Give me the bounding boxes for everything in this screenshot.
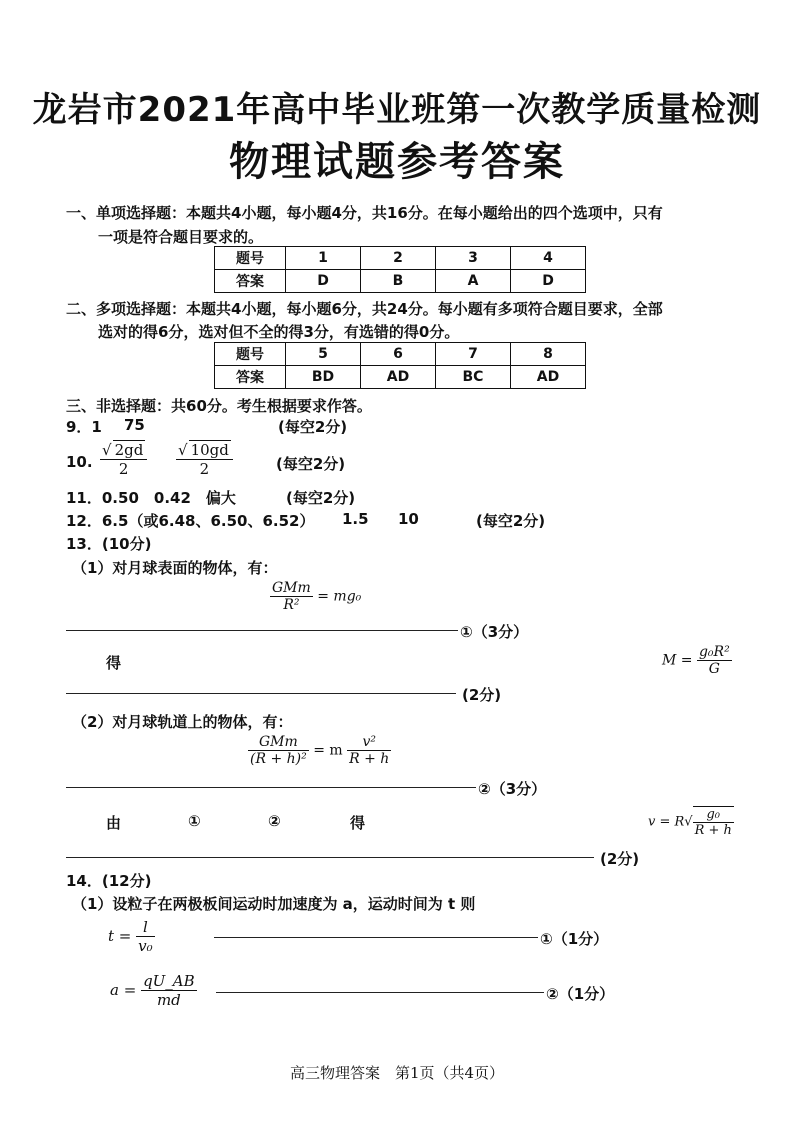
table-cell: 8 <box>511 343 586 366</box>
table-row-label: 答案 <box>215 366 286 389</box>
q13-part1-text: （1）对月球表面的物体，有： <box>72 559 278 577</box>
q13-mass-denominator: G <box>697 660 732 677</box>
q9-answer: 75 <box>124 416 145 434</box>
section2-answer-table <box>214 342 586 389</box>
q13-velocity-numerator: g₀ <box>706 807 721 822</box>
q10-answer-2-denominator: 2 <box>176 459 233 478</box>
table-cell: 6 <box>361 343 436 366</box>
q13-from-label: 由 <box>106 814 122 832</box>
q13-ref-1: ① <box>188 812 201 830</box>
q14-t-numerator: l <box>143 918 148 936</box>
q13-points-2: (2分) <box>600 850 640 868</box>
q14-a-denominator: md <box>141 990 197 1009</box>
dashed-leader <box>66 630 458 631</box>
q14-mark-2: ②（1分） <box>546 985 615 1003</box>
table-cell: D <box>511 270 586 293</box>
q14-mark-1: ①（1分） <box>540 930 609 948</box>
q13-equation-1 <box>270 580 361 613</box>
section3-text: 三、非选择题：共60分。考生根据要求作答。 <box>66 397 372 415</box>
q12-answer-2: 1.5 <box>342 510 369 528</box>
table-header-label: 题号 <box>215 343 286 366</box>
section1-text-line1: 一、单项选择题：本题共4小题，每小题4分，共16分。在每小题给出的四个选项中，只有 <box>66 204 663 222</box>
table-cell: BC <box>436 366 511 389</box>
section2-text-line1: 二、多项选择题：本题共4小题，每小题6分，共24分。每小题有多项符合题目要求，全部 <box>66 300 663 318</box>
q10-answer-1-radicand: 2gd <box>114 441 144 459</box>
q13-mark-2: ②（3分） <box>478 780 547 798</box>
table-cell: BD <box>286 366 361 389</box>
q14-heading: 14．(12分) <box>66 872 152 890</box>
q11-score-note: (每空2分) <box>286 489 356 507</box>
table-cell: D <box>286 270 361 293</box>
q9-number: 9．1 <box>66 418 102 436</box>
table-cell: 7 <box>436 343 511 366</box>
q13-part2-text: （2）对月球轨道上的物体，有： <box>72 713 293 731</box>
section1-answer-table <box>214 246 586 293</box>
q13-mass-result <box>662 644 732 677</box>
q10-number: 10. <box>66 453 93 471</box>
q10-answer-2-radicand: 10gd <box>190 441 229 459</box>
q14-a-numerator: qU_AB <box>143 972 195 990</box>
q14-equation-a <box>110 972 197 1009</box>
q13-eq1-numerator: GMm <box>272 580 311 596</box>
table-cell: 5 <box>286 343 361 366</box>
q12-answer-1: 12．6.5（或6.48、6.50、6.52） <box>66 512 315 530</box>
title-line-1: 龙岩市2021年高中毕业班第一次教学质量检测 <box>32 90 762 130</box>
q13-mass-numerator: g₀R² <box>698 644 730 660</box>
q13-velocity-lhs: v = R <box>648 814 685 830</box>
table-cell: AD <box>361 366 436 389</box>
q10-answer-1-denominator: 2 <box>100 459 147 478</box>
table-row-label: 答案 <box>215 270 286 293</box>
q14-t-lhs: t = <box>108 927 132 945</box>
q10-score-note: (每空2分) <box>276 455 346 473</box>
table-cell: 4 <box>511 247 586 270</box>
q14-part1-text: （1）设粒子在两极板间运动时加速度为 a，运动时间为 t 则 <box>72 895 476 913</box>
q13-mark-1: ①（3分） <box>460 623 529 641</box>
q13-eq1-denominator: R² <box>270 596 313 613</box>
q13-get-label: 得 <box>350 814 366 832</box>
table-header-label: 题号 <box>215 247 286 270</box>
q14-a-lhs: a = <box>110 981 137 999</box>
q13-velocity-denominator: R + h <box>694 823 732 838</box>
q13-eq2-right-numerator: v² <box>362 734 376 750</box>
q13-eq2-middle: = m <box>313 742 343 759</box>
table-cell: 1 <box>286 247 361 270</box>
table-cell: AD <box>511 366 586 389</box>
q14-equation-t <box>108 918 155 955</box>
q13-mass-lhs: M = <box>662 652 693 669</box>
q12-answer-3: 10 <box>398 510 419 528</box>
table-cell: 2 <box>361 247 436 270</box>
section2-text-line2: 选对的得6分，选对但不全的得3分，有选错的得0分。 <box>98 323 460 341</box>
dashed-leader <box>216 992 544 993</box>
q13-eq2-denominator: (R + h)² <box>250 751 307 767</box>
q14-t-denominator: v₀ <box>138 937 153 955</box>
q9-score-note: (每空2分) <box>278 418 348 436</box>
q13-eq2-numerator: GMm <box>258 734 298 750</box>
q13-eq1-rhs: = mg₀ <box>317 588 362 605</box>
dashed-leader <box>66 693 456 694</box>
q11-answer: 11．0.50 0.42 偏大 <box>66 489 236 507</box>
q10-answer-2: $\frac{√ 10gd}{2}$ <box>176 440 233 478</box>
page-footer: 高三物理答案 第1页（共4页） <box>289 1064 505 1082</box>
section1-text-line2: 一项是符合题目要求的。 <box>98 228 264 246</box>
dashed-leader <box>66 787 476 788</box>
q12-score-note: (每空2分) <box>476 512 546 530</box>
q13-equation-2 <box>248 734 391 767</box>
q13-heading: 13．(10分) <box>66 535 152 553</box>
title-line-2: 物理试题参考答案 <box>229 139 565 185</box>
q13-eq2-right-denominator: R + h <box>349 751 390 767</box>
q13-velocity-result: v = R√ $\frac{\text{g₀}}{R + h}$ <box>648 807 732 838</box>
q13-ref-2: ② <box>268 812 281 830</box>
table-cell: 3 <box>436 247 511 270</box>
dashed-leader <box>214 937 538 938</box>
q13-therefore-label: 得 <box>106 654 122 672</box>
table-cell: B <box>361 270 436 293</box>
q10-answer-1: $\frac{√ 2gd}{2}$ <box>100 440 147 478</box>
dashed-leader <box>66 857 594 858</box>
table-cell: A <box>436 270 511 293</box>
q13-points-1: (2分) <box>462 686 502 704</box>
